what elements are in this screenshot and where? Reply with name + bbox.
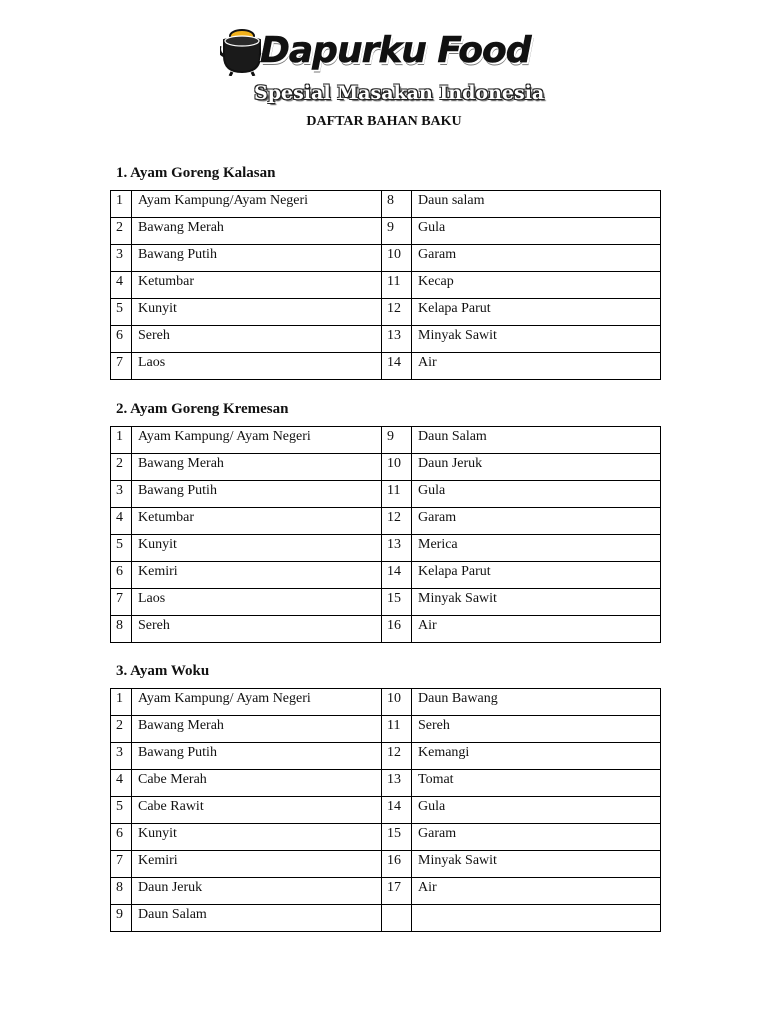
- ingredient-left: Daun Jeruk: [132, 878, 382, 905]
- ingredient-right: Daun salam: [412, 191, 661, 218]
- row-number-left: 5: [111, 535, 132, 562]
- row-number-left: 4: [111, 770, 132, 797]
- ingredient-right: Daun Salam: [412, 427, 661, 454]
- table-row: [111, 508, 661, 535]
- ingredient-right: Merica: [412, 535, 661, 562]
- row-number-left: 3: [111, 481, 132, 508]
- table-row: [111, 824, 661, 851]
- table-row: [111, 299, 661, 326]
- table-row: [111, 905, 661, 932]
- row-number-right: 15: [382, 589, 412, 616]
- table-row: [111, 589, 661, 616]
- ingredient-right: Daun Jeruk: [412, 454, 661, 481]
- table-row: [111, 743, 661, 770]
- row-number-left: 2: [111, 716, 132, 743]
- ingredient-right: Tomat: [412, 770, 661, 797]
- table-row: [111, 616, 661, 643]
- table-row: [111, 797, 661, 824]
- section-heading: 1. Ayam Goreng Kalasan: [116, 165, 276, 181]
- row-number-right: 10: [382, 689, 412, 716]
- ingredient-left: Kemiri: [132, 562, 382, 589]
- ingredient-right: [412, 905, 661, 932]
- table-row: [111, 878, 661, 905]
- ingredient-right: Air: [412, 878, 661, 905]
- row-number-left: 6: [111, 562, 132, 589]
- row-number-left: 4: [111, 272, 132, 299]
- ingredient-left: Ayam Kampung/ Ayam Negeri: [132, 427, 382, 454]
- ingredient-left: Bawang Putih: [132, 743, 382, 770]
- table-row: [111, 770, 661, 797]
- row-number-right: 15: [382, 824, 412, 851]
- row-number-right: 13: [382, 326, 412, 353]
- row-number-left: 7: [111, 851, 132, 878]
- row-number-right: 11: [382, 716, 412, 743]
- ingredient-left: Bawang Merah: [132, 454, 382, 481]
- table-row: [111, 481, 661, 508]
- row-number-right: 14: [382, 562, 412, 589]
- table-row: [111, 535, 661, 562]
- row-number-left: 5: [111, 299, 132, 326]
- table-row: [111, 326, 661, 353]
- ingredient-left: Sereh: [132, 616, 382, 643]
- table-row: [111, 454, 661, 481]
- table-row: [111, 562, 661, 589]
- table-row: [111, 218, 661, 245]
- ingredient-right: Sereh: [412, 716, 661, 743]
- ingredient-right: Garam: [412, 824, 661, 851]
- row-number-right: 14: [382, 353, 412, 380]
- table-row: [111, 851, 661, 878]
- ingredient-right: Kemangi: [412, 743, 661, 770]
- row-number-right: 16: [382, 851, 412, 878]
- ingredient-right: Air: [412, 616, 661, 643]
- ingredient-left: Sereh: [132, 326, 382, 353]
- row-number-right: 16: [382, 616, 412, 643]
- ingredient-right: Gula: [412, 797, 661, 824]
- row-number-left: 7: [111, 589, 132, 616]
- ingredient-left: Kemiri: [132, 851, 382, 878]
- table-row: [111, 353, 661, 380]
- ingredient-left: Bawang Putih: [132, 481, 382, 508]
- row-number-left: 8: [111, 878, 132, 905]
- ingredients-table: [110, 426, 661, 643]
- ingredient-left: Laos: [132, 353, 382, 380]
- row-number-left: 6: [111, 326, 132, 353]
- row-number-right: 13: [382, 770, 412, 797]
- ingredient-right: Kelapa Parut: [412, 299, 661, 326]
- row-number-right: 17: [382, 878, 412, 905]
- row-number-right: 12: [382, 508, 412, 535]
- row-number-right: [382, 905, 412, 932]
- row-number-left: 2: [111, 454, 132, 481]
- ingredient-left: Daun Salam: [132, 905, 382, 932]
- ingredient-right: Minyak Sawit: [412, 326, 661, 353]
- table-row: [111, 245, 661, 272]
- row-number-right: 10: [382, 454, 412, 481]
- row-number-left: 7: [111, 353, 132, 380]
- row-number-left: 9: [111, 905, 132, 932]
- recipe-section-woku: [110, 662, 660, 932]
- ingredient-left: Ayam Kampung/Ayam Negeri: [132, 191, 382, 218]
- ingredient-left: Ketumbar: [132, 508, 382, 535]
- brand-name: Dapurku Food: [260, 30, 531, 71]
- ingredient-left: Kunyit: [132, 299, 382, 326]
- ingredient-right: Daun Bawang: [412, 689, 661, 716]
- cooking-pot-icon: [220, 26, 264, 76]
- row-number-right: 13: [382, 535, 412, 562]
- ingredient-left: Bawang Merah: [132, 716, 382, 743]
- table-row: [111, 427, 661, 454]
- row-number-left: 3: [111, 245, 132, 272]
- row-number-left: 5: [111, 797, 132, 824]
- row-number-left: 6: [111, 824, 132, 851]
- row-number-left: 1: [111, 427, 132, 454]
- row-number-left: 4: [111, 508, 132, 535]
- row-number-right: 9: [382, 218, 412, 245]
- row-number-right: 12: [382, 299, 412, 326]
- row-number-right: 8: [382, 191, 412, 218]
- recipe-section-kalasan: [110, 164, 660, 380]
- ingredient-left: Kunyit: [132, 535, 382, 562]
- row-number-left: 8: [111, 616, 132, 643]
- ingredient-right: Minyak Sawit: [412, 589, 661, 616]
- ingredients-table: [110, 190, 661, 380]
- ingredient-left: Bawang Putih: [132, 245, 382, 272]
- row-number-right: 9: [382, 427, 412, 454]
- ingredient-right: Air: [412, 353, 661, 380]
- section-heading: 2. Ayam Goreng Kremesan: [116, 401, 289, 417]
- row-number-left: 2: [111, 218, 132, 245]
- row-number-left: 1: [111, 191, 132, 218]
- table-row: [111, 191, 661, 218]
- table-row: [111, 272, 661, 299]
- ingredient-left: Cabe Merah: [132, 770, 382, 797]
- ingredient-left: Ayam Kampung/ Ayam Negeri: [132, 689, 382, 716]
- ingredient-left: Ketumbar: [132, 272, 382, 299]
- table-row: [111, 689, 661, 716]
- ingredient-right: Gula: [412, 481, 661, 508]
- recipe-section-kremesan: [110, 400, 660, 643]
- document-title: DAFTAR BAHAN BAKU: [306, 114, 462, 129]
- table-row: [111, 716, 661, 743]
- brand-tagline: Spesial Masakan Indonesia: [254, 82, 545, 104]
- ingredients-table: [110, 688, 661, 932]
- ingredient-left: Laos: [132, 589, 382, 616]
- ingredient-left: Bawang Merah: [132, 218, 382, 245]
- ingredient-left: Cabe Rawit: [132, 797, 382, 824]
- ingredient-right: Gula: [412, 218, 661, 245]
- row-number-right: 10: [382, 245, 412, 272]
- ingredient-right: Garam: [412, 245, 661, 272]
- ingredient-right: Garam: [412, 508, 661, 535]
- ingredient-right: Kelapa Parut: [412, 562, 661, 589]
- row-number-right: 12: [382, 743, 412, 770]
- section-heading: 3. Ayam Woku: [116, 663, 210, 679]
- brand-logo: [218, 22, 548, 112]
- row-number-left: 1: [111, 689, 132, 716]
- ingredient-right: Minyak Sawit: [412, 851, 661, 878]
- row-number-left: 3: [111, 743, 132, 770]
- row-number-right: 11: [382, 272, 412, 299]
- row-number-right: 14: [382, 797, 412, 824]
- ingredient-left: Kunyit: [132, 824, 382, 851]
- ingredient-right: Kecap: [412, 272, 661, 299]
- row-number-right: 11: [382, 481, 412, 508]
